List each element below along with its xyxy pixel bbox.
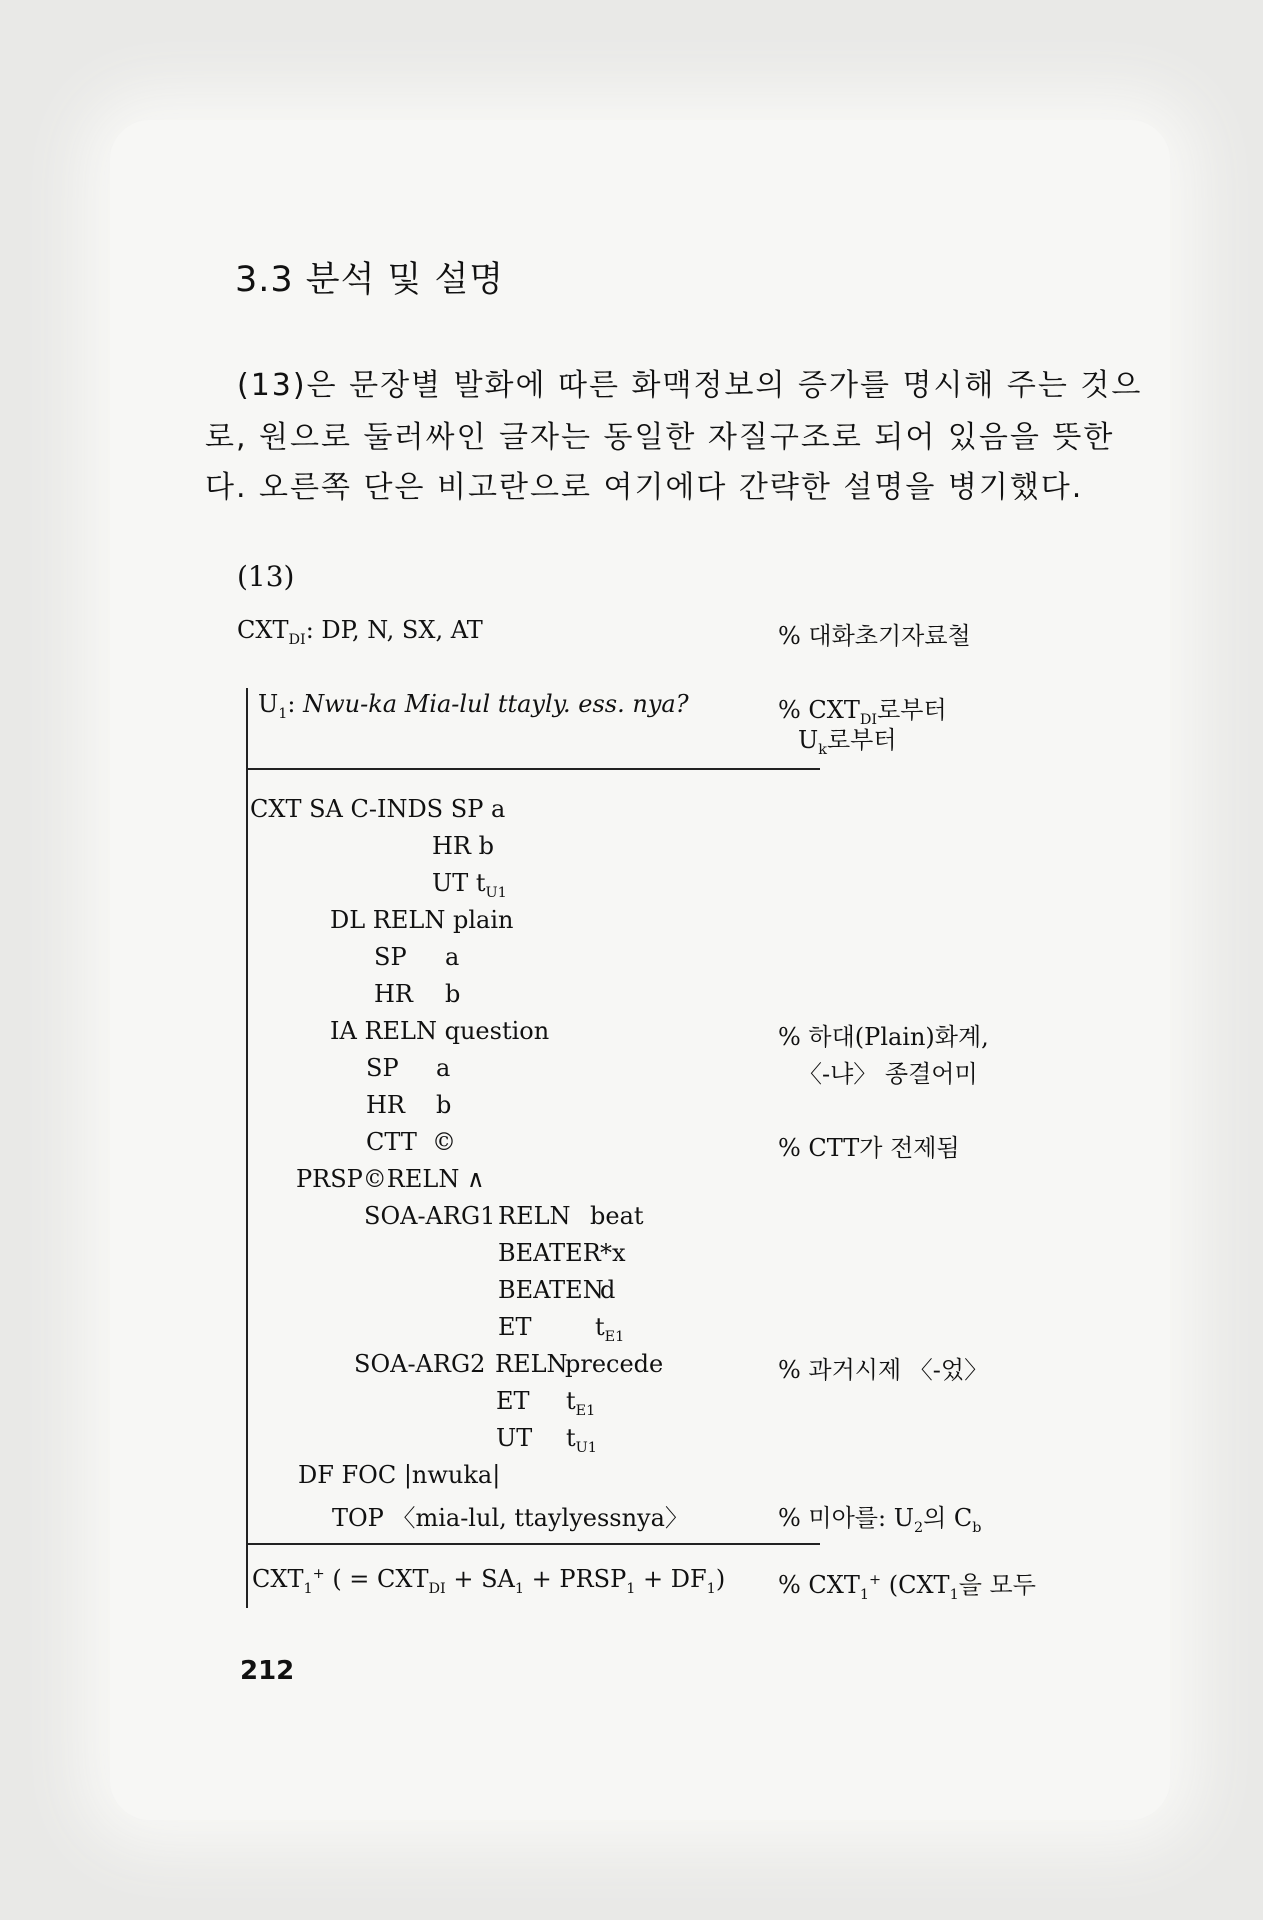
avm-row-soa-arg1-reln: RELN [498,1202,571,1230]
page-number: 212 [240,1656,295,1686]
avm-row-ia-sp-val: a [436,1054,451,1082]
avm-row-ut2-val: $t_{U1}$ [566,1424,597,1456]
utterance-comment-2: $U_k$로부터 [798,726,897,758]
avm-row-ia-hr-val: b [436,1091,452,1119]
final-comment: % $CXT_1^+$ ($CXT_1$을 모두 [778,1571,1036,1603]
avm-row-top: TOP 〈mia-lul, ttaylyessnya〉 [332,1504,689,1532]
avm-comment-plain: % 하대(Plain)화계, [778,1023,989,1051]
avm-row-hr: HR b [432,832,494,860]
avm-row-dl: DL RELN plain [330,906,514,934]
rule-before-final [246,1543,820,1545]
avm-row-beater-val: *x [600,1239,626,1267]
avm-comment-ctt: % CTT가 전제됨 [778,1134,960,1162]
avm-row-beaten-val: d [600,1276,616,1304]
paragraph-line-2: 로, 원으로 둘러싸인 글자는 동일한 자질구조로 되어 있음을 뜻한 [205,420,1115,455]
avm-row-soa-arg1: SOA-ARG1 [364,1202,496,1230]
paragraph-line-3: 다. 오른쪽 단은 비고란으로 여기에다 간략한 설명을 병기했다. [205,470,1084,505]
avm-row-ia-hr-attr: HR [366,1091,405,1119]
avm-row-beater-attr: BEATER [498,1239,601,1267]
avm-row-et2-attr: ET [496,1387,530,1415]
avm-row-soa-arg1-val: beat [590,1202,644,1230]
avm-comment-past: % 과거시제 〈-었〉 [778,1356,989,1384]
utterance-comment-1: % $CXT_{DI}$로부터 [778,696,947,728]
avm-row-df: DF FOC |nwuka| [298,1461,501,1489]
avm-row-ia: IA RELN question [330,1017,550,1045]
section-heading: 3.3 분석 및 설명 [235,260,505,300]
avm-row-soa-arg2: SOA-ARG2 [354,1350,486,1378]
avm-row-dl-hr-val: b [445,980,461,1008]
avm-row-ctt-attr: CTT [366,1128,417,1156]
avm-row-soa-arg2-val: precede [565,1350,664,1378]
example-vertical-rule [246,688,248,1608]
utterance-line: $U_1$: Nwu-ka Mia-lul ttayly. ess. nya? [258,690,689,722]
avm-row-dl-sp-val: a [445,943,460,971]
paragraph-line-1: (13)은 문장별 발화에 따른 화맥정보의 증가를 명시해 주는 것으 [237,368,1143,403]
avm-row-ut2-attr: UT [496,1424,533,1452]
avm-row-dl-sp-attr: SP [374,943,407,971]
rule-after-utterance [246,768,820,770]
avm-row-soa-arg2-reln: RELN [495,1350,568,1378]
avm-row-cxt: CXT SA C-INDS SP a [250,795,506,823]
avm-row-beaten-attr: BEATEN [498,1276,604,1304]
avm-row-et1-attr: ET [498,1313,532,1341]
avm-row-et1-val: $t_{E1}$ [595,1313,625,1345]
example-number: (13) [237,560,295,593]
avm-comment-mia: % 미아를: $U_2$의 $C_b$ [778,1504,982,1536]
avm-row-ia-sp-attr: SP [366,1054,399,1082]
final-context-equation: $CXT_1^+$ ( = $CXT_{DI} + SA_1$ + $PRSP_1 + DF_1$) [252,1565,726,1597]
avm-row-et2-val: $t_{E1}$ [566,1387,596,1419]
avm-row-prsp: PRSP©RELN ∧ [296,1165,485,1193]
avm-row-dl-hr-attr: HR [374,980,413,1008]
avm-comment-ending: 〈-냐〉 종결어미 [798,1060,978,1088]
cxt-header-comment: % 대화초기자료철 [778,622,971,650]
avm-row-ut: UT $t_{U1}$ [432,869,507,901]
avm-row-ctt-val: © [432,1128,456,1156]
cxt-header: $CXT_{DI}$: DP, N, SX, AT [237,616,483,648]
